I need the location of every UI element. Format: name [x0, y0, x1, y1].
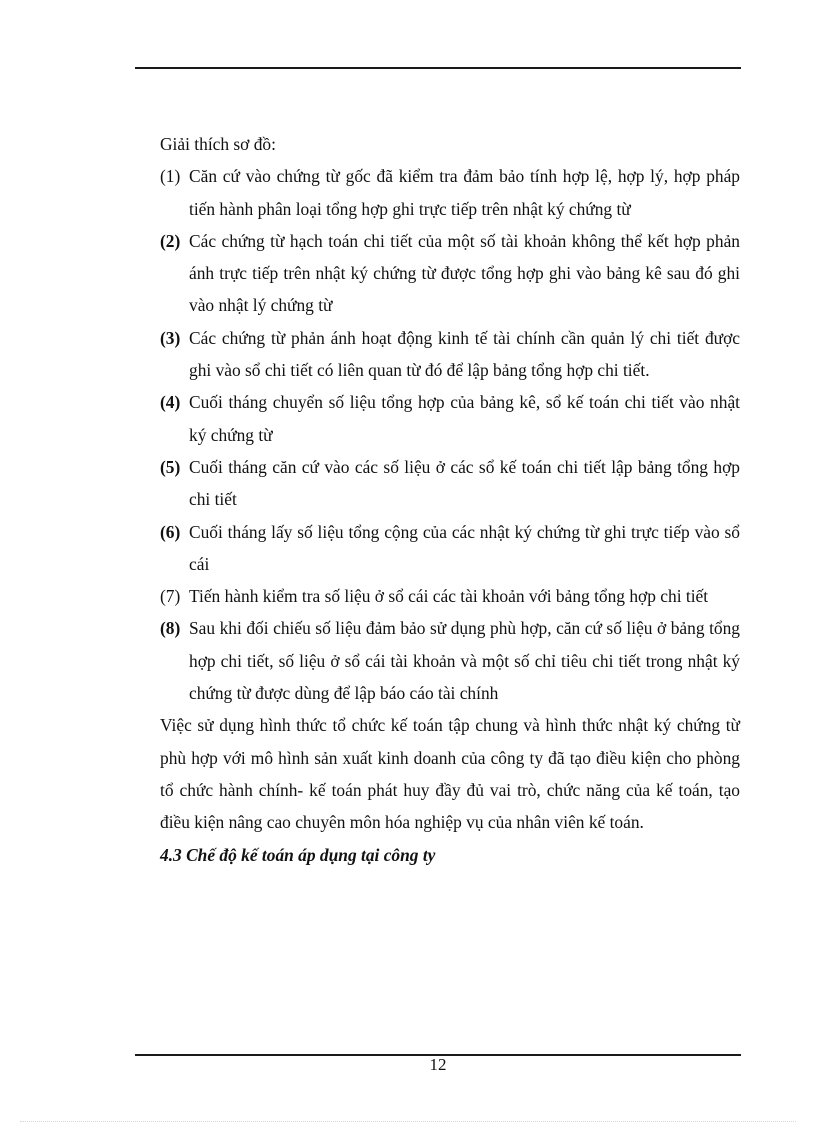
item-text: Cuối tháng căn cứ vào các số liệu ở các sổ kế toán chi tiết lập bảng tổng hợp chi tiết — [189, 456, 740, 510]
item-text: Cuối tháng lấy số liệu tổng cộng của các nhật ký chứng từ ghi trực tiếp vào sổ cái — [189, 521, 740, 574]
item-number: (4) — [160, 392, 181, 413]
item-text: Căn cứ vào chứng từ gốc đã kiểm tra đảm bảo tính hợp lệ, hợp lý, hợp pháp tiến hành phân loại tổng hợp ghi trực tiếp trên nhật ký chứng từ — [189, 166, 740, 219]
header-rule — [135, 67, 741, 69]
body-paragraph: Việc sử dụng hình thức tổ chức kế toán tập chung và hình thức nhật ký chứng từ phù hợp với mô hình sản xuất kinh doanh của công ty đã tạo điều kiện cho phòng tổ chức hành chính- kế toán phát huy đầy đủ vai trò, chức năng của kế toán, tạo điều kiện nâng cao chuyên môn hóa nghiệp vụ của nhân viên kế toán. — [160, 715, 740, 833]
document-body — [160, 128, 740, 871]
item-number: (8) — [160, 618, 181, 639]
item-text: Cuối tháng chuyển số liệu tổng hợp của bảng kê, sổ kế toán chi tiết vào nhật ký chứng từ — [189, 392, 740, 445]
diagram-explanation-intro: Giải thích sơ đồ: — [160, 134, 276, 154]
item-text: Sau khi đối chiếu số liệu đảm bảo sử dụng phù hợp, căn cứ số liệu ở bảng tổng hợp chi tiết, số liệu ở sổ cái tài khoản và một số chỉ tiêu chi tiết trong nhật ký chứng từ được dùng để lập báo cáo tài chính — [189, 618, 740, 704]
list-item — [160, 160, 740, 225]
list-item — [160, 612, 740, 709]
item-number: (3) — [160, 327, 181, 348]
item-number: (6) — [160, 521, 181, 542]
item-number: (5) — [160, 456, 181, 477]
item-number: (1) — [160, 166, 181, 187]
list-item — [160, 516, 740, 581]
item-text: Tiến hành kiểm tra số liệu ở sổ cái các tài khoản với bảng tổng hợp chi tiết — [189, 586, 709, 607]
page-bottom-dotted-line — [20, 1121, 796, 1122]
item-number: (7) — [160, 586, 181, 607]
item-text: Các chứng từ hạch toán chi tiết của một số tài khoản không thể kết hợp phản ánh trực tiếp trên nhật ký chứng từ được tổng hợp ghi vào bảng kê sau đó ghi vào nhật lý chứng từ — [189, 230, 740, 316]
list-item — [160, 386, 740, 451]
list-item — [160, 225, 740, 322]
list-item — [160, 580, 740, 612]
section-heading: 4.3 Chế độ kế toán áp dụng tại công ty — [160, 844, 436, 865]
list-item — [160, 451, 740, 516]
list-item — [160, 322, 740, 387]
item-text: Các chứng từ phản ánh hoạt động kinh tế tài chính cần quản lý chi tiết được ghi vào sổ chi tiết có liên quan từ đó để lập bảng tổng hợp chi tiết. — [189, 327, 740, 381]
item-number: (2) — [160, 230, 181, 251]
page-number: 12 — [429, 1055, 447, 1074]
